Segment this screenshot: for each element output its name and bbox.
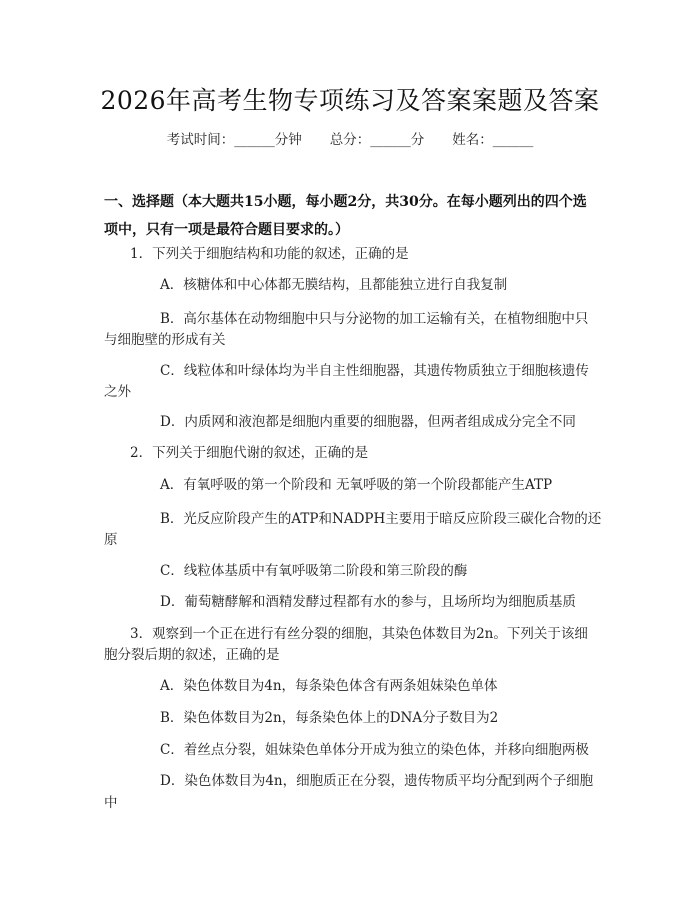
question-3-stem: 3．观察到一个正在进行有丝分裂的细胞，其染色体数目为2n。下列关于该细 <box>130 626 588 642</box>
question-2-option-c: C．线粒体基质中有氧呼吸第二阶段和第三阶段的酶 <box>160 563 468 579</box>
question-3-option-d-cont: 中 <box>104 795 118 811</box>
question-1-option-d: D．内质网和液泡都是细胞内重要的细胞器，但两者组成成分完全不同 <box>160 414 576 430</box>
question-1-option-a: A．核糖体和中心体都无膜结构，且都能独立进行自我复制 <box>160 277 508 293</box>
question-1-stem: 1．下列关于细胞结构和功能的叙述，正确的是 <box>130 246 409 262</box>
question-2-option-b: B．光反应阶段产生的ATP和NADPH主要用于暗反应阶段三碳化合物的还 <box>160 511 602 527</box>
question-2-option-b-cont: 原 <box>104 532 118 548</box>
question-1-option-c-cont: 之外 <box>104 384 131 400</box>
exam-title: 2026年高考生物专项练习及答案案题及答案 <box>100 86 600 115</box>
question-3-option-b: B．染色体数目为2n，每条染色体上的DNA分子数目为2 <box>160 710 499 726</box>
question-1-option-b: B．高尔基体在动物细胞中只与分泌物的加工运输有关，在植物细胞中只 <box>160 311 589 327</box>
question-3-option-c: C．着丝点分裂，姐妹染色单体分开成为独立的染色体，并移向细胞两极 <box>160 742 589 758</box>
exam-time-field: 考试时间：______分钟 <box>166 132 302 148</box>
question-3-option-d: D．染色体数目为4n，细胞质正在分裂，遗传物质平均分配到两个子细胞 <box>160 773 594 789</box>
question-1-option-b-cont: 与细胞壁的形成有关 <box>104 332 226 348</box>
question-1-option-c: C．线粒体和叶绿体均为半自主性细胞器，其遗传物质独立于细胞核遗传 <box>160 363 589 379</box>
question-3-stem-cont: 胞分裂后期的叙述，正确的是 <box>104 647 280 663</box>
question-2-option-d: D．葡萄糖酵解和酒精发酵过程都有水的参与，且场所均为细胞质基质 <box>160 594 576 610</box>
question-2-stem: 2．下列关于细胞代谢的叙述，正确的是 <box>130 445 369 461</box>
exam-meta-row <box>0 130 700 150</box>
total-score-field: 总分：______分 <box>329 132 425 148</box>
question-3-option-a: A．染色体数目为4n，每条染色体含有两条姐妹染色单体 <box>160 678 498 694</box>
question-2-option-a: A．有氧呼吸的第一个阶段和 无氧呼吸的第一个阶段都能产生ATP <box>160 477 553 493</box>
student-name-field: 姓名：______ <box>452 132 534 148</box>
section-heading: 一、选择题（本大题共15小题，每小题2分，共30分。在每小题列出的四个选项中，只有一项是最符合题目要求的。） <box>104 194 587 238</box>
